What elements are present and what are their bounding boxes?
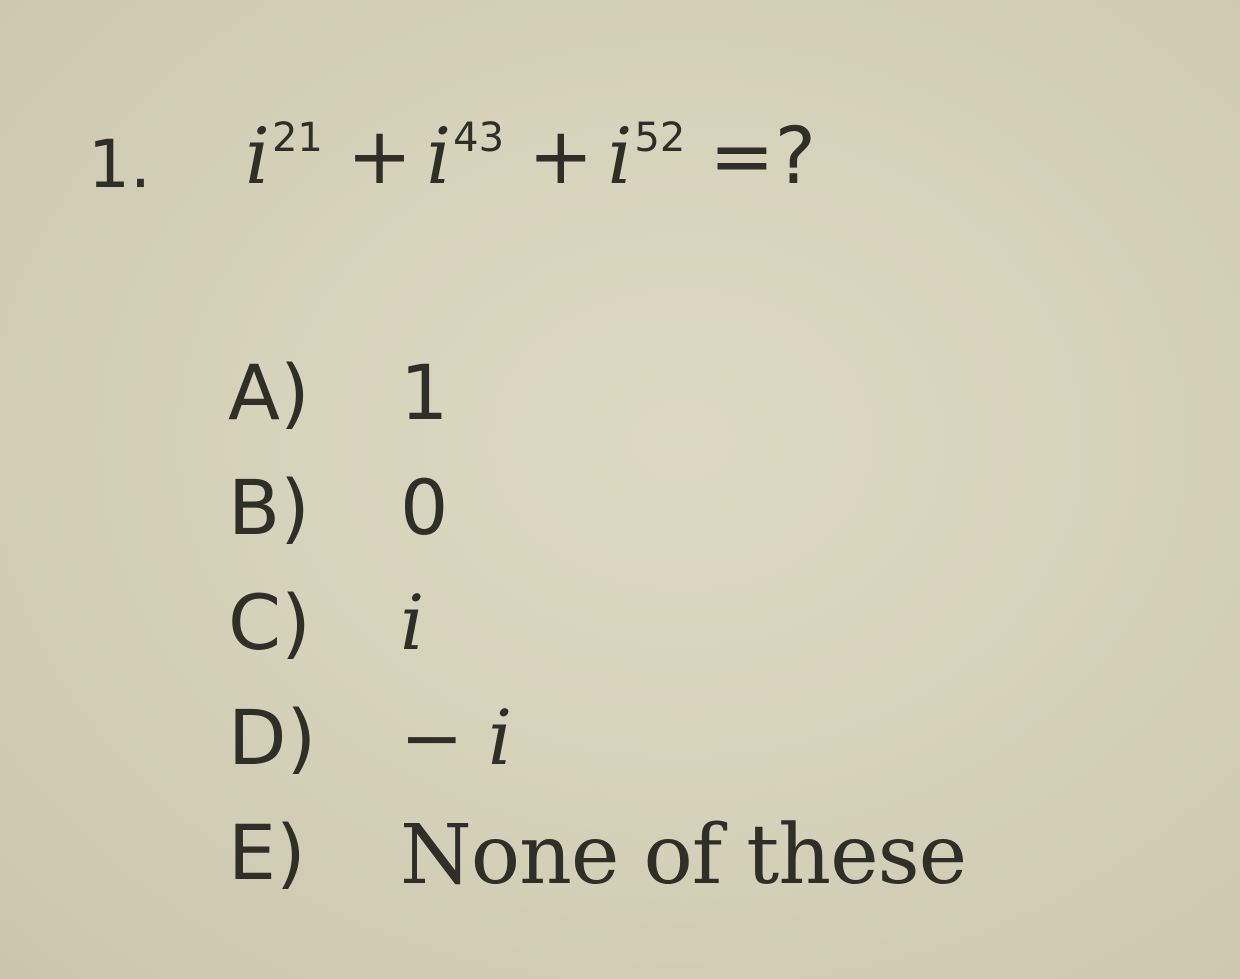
term-3-base: i	[607, 112, 633, 202]
option-text: None of these	[400, 808, 967, 903]
plus-sign-2: +	[528, 112, 594, 202]
question-number: 1.	[88, 126, 151, 203]
option-letter: C)	[228, 578, 311, 667]
term-1-exponent: 21	[271, 115, 323, 161]
option-text: 0	[400, 463, 449, 552]
plus-sign-1: +	[346, 112, 413, 202]
option-text: 1	[400, 348, 449, 437]
term-3-exponent: 52	[634, 115, 686, 161]
question-expression	[245, 112, 830, 202]
term-2-exponent: 43	[453, 115, 505, 161]
option-letter: E)	[228, 808, 306, 897]
term-2-base: i	[426, 112, 452, 202]
option-text: − i	[400, 693, 513, 782]
option-letter: D)	[228, 693, 317, 782]
term-1-base: i	[245, 112, 270, 202]
option-text: i	[400, 578, 425, 667]
option-letter: B)	[228, 463, 310, 552]
option-letter: A)	[228, 348, 310, 437]
equals-question: =?	[709, 112, 817, 202]
